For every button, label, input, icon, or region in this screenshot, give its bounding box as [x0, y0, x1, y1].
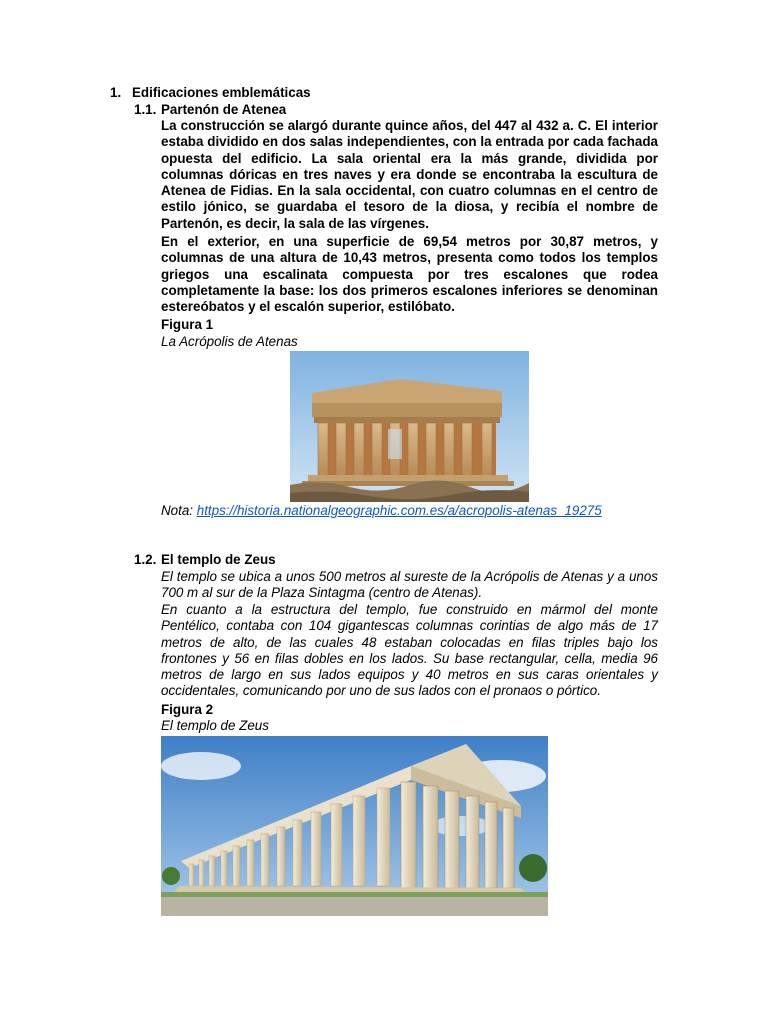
source-link[interactable]: https://historia.nationalgeographic.com.es/a/acropolis-atenas_19275 [196, 503, 602, 518]
zeus-paragraph-1: El templo se ubica a unos 500 metros al sureste de la Acrópolis de Atenas y a unos 700 m al sur de la Plaza Sintagma (centro de Atenas). [161, 569, 658, 601]
subsection-number: 1.2. [134, 552, 157, 567]
subsection-number: 1.1. [134, 102, 157, 117]
parthenon-paragraph-1: La construcción se alargó durante quince años, del 447 al 432 a. C. El interior estaba dividido en dos salas independientes, con la entrada por cada fachada opuesta del edificio. La sala oriental era la más grande, dividida por columnas dóricas en tres naves y era donde se encontraba la escultura de Atenea de Fidias. En la sala occidental, con cuatro columnas en el centro de estilo jónico, se guardaba el tesoro de la diosa, y recibía el nombre de Partenón, es decir, la sala de las vírgenes. [161, 118, 658, 231]
figure-1-label: Figura 1 [161, 317, 214, 332]
subsection-title: Partenón de Atenea [161, 102, 287, 117]
note-label: Nota: [161, 503, 194, 518]
parthenon-paragraph-2: En el exterior, en una superficie de 69,54 metros por 30,87 metros, y columnas de una altura de 10,43 metros, presenta como todos los templos griegos una escalinata compuesta por tres escalones que rodea completamente la base: los dos primeros escalones inferiores se denominan estereóbatos y el escalón superior, estilóbato. [161, 234, 658, 315]
section-title: Edificaciones emblemáticas [132, 85, 311, 100]
section-number: 1. [110, 85, 122, 100]
parthenon-photo [290, 351, 529, 502]
temple-of-zeus-photo [161, 736, 548, 916]
figure-1-caption: La Acrópolis de Atenas [161, 334, 298, 349]
subsection-heading-2 [134, 552, 276, 568]
figure-2-label: Figura 2 [161, 702, 214, 717]
section-heading [110, 85, 311, 101]
figure-1-note [161, 503, 602, 518]
subsection-title: El templo de Zeus [161, 552, 276, 567]
zeus-paragraph-2: En cuanto a la estructura del templo, fue construido en mármol del monte Pentélico, contaba con 104 gigantescas columnas corintias de algo más de 17 metros de alto, de las cuales 48 estaban colocadas en filas triples bajo los frontones y 56 en filas dobles en los lados. Su base rectangular, cella, media 96 metros de largo en sus lados equipos y 40 metros en sus caras orientales y occidentales, comunicando por uno de sus lados con el pronaos o pórtico. [161, 602, 658, 699]
subsection-heading-1 [134, 102, 286, 118]
figure-2-caption: El templo de Zeus [161, 718, 269, 733]
